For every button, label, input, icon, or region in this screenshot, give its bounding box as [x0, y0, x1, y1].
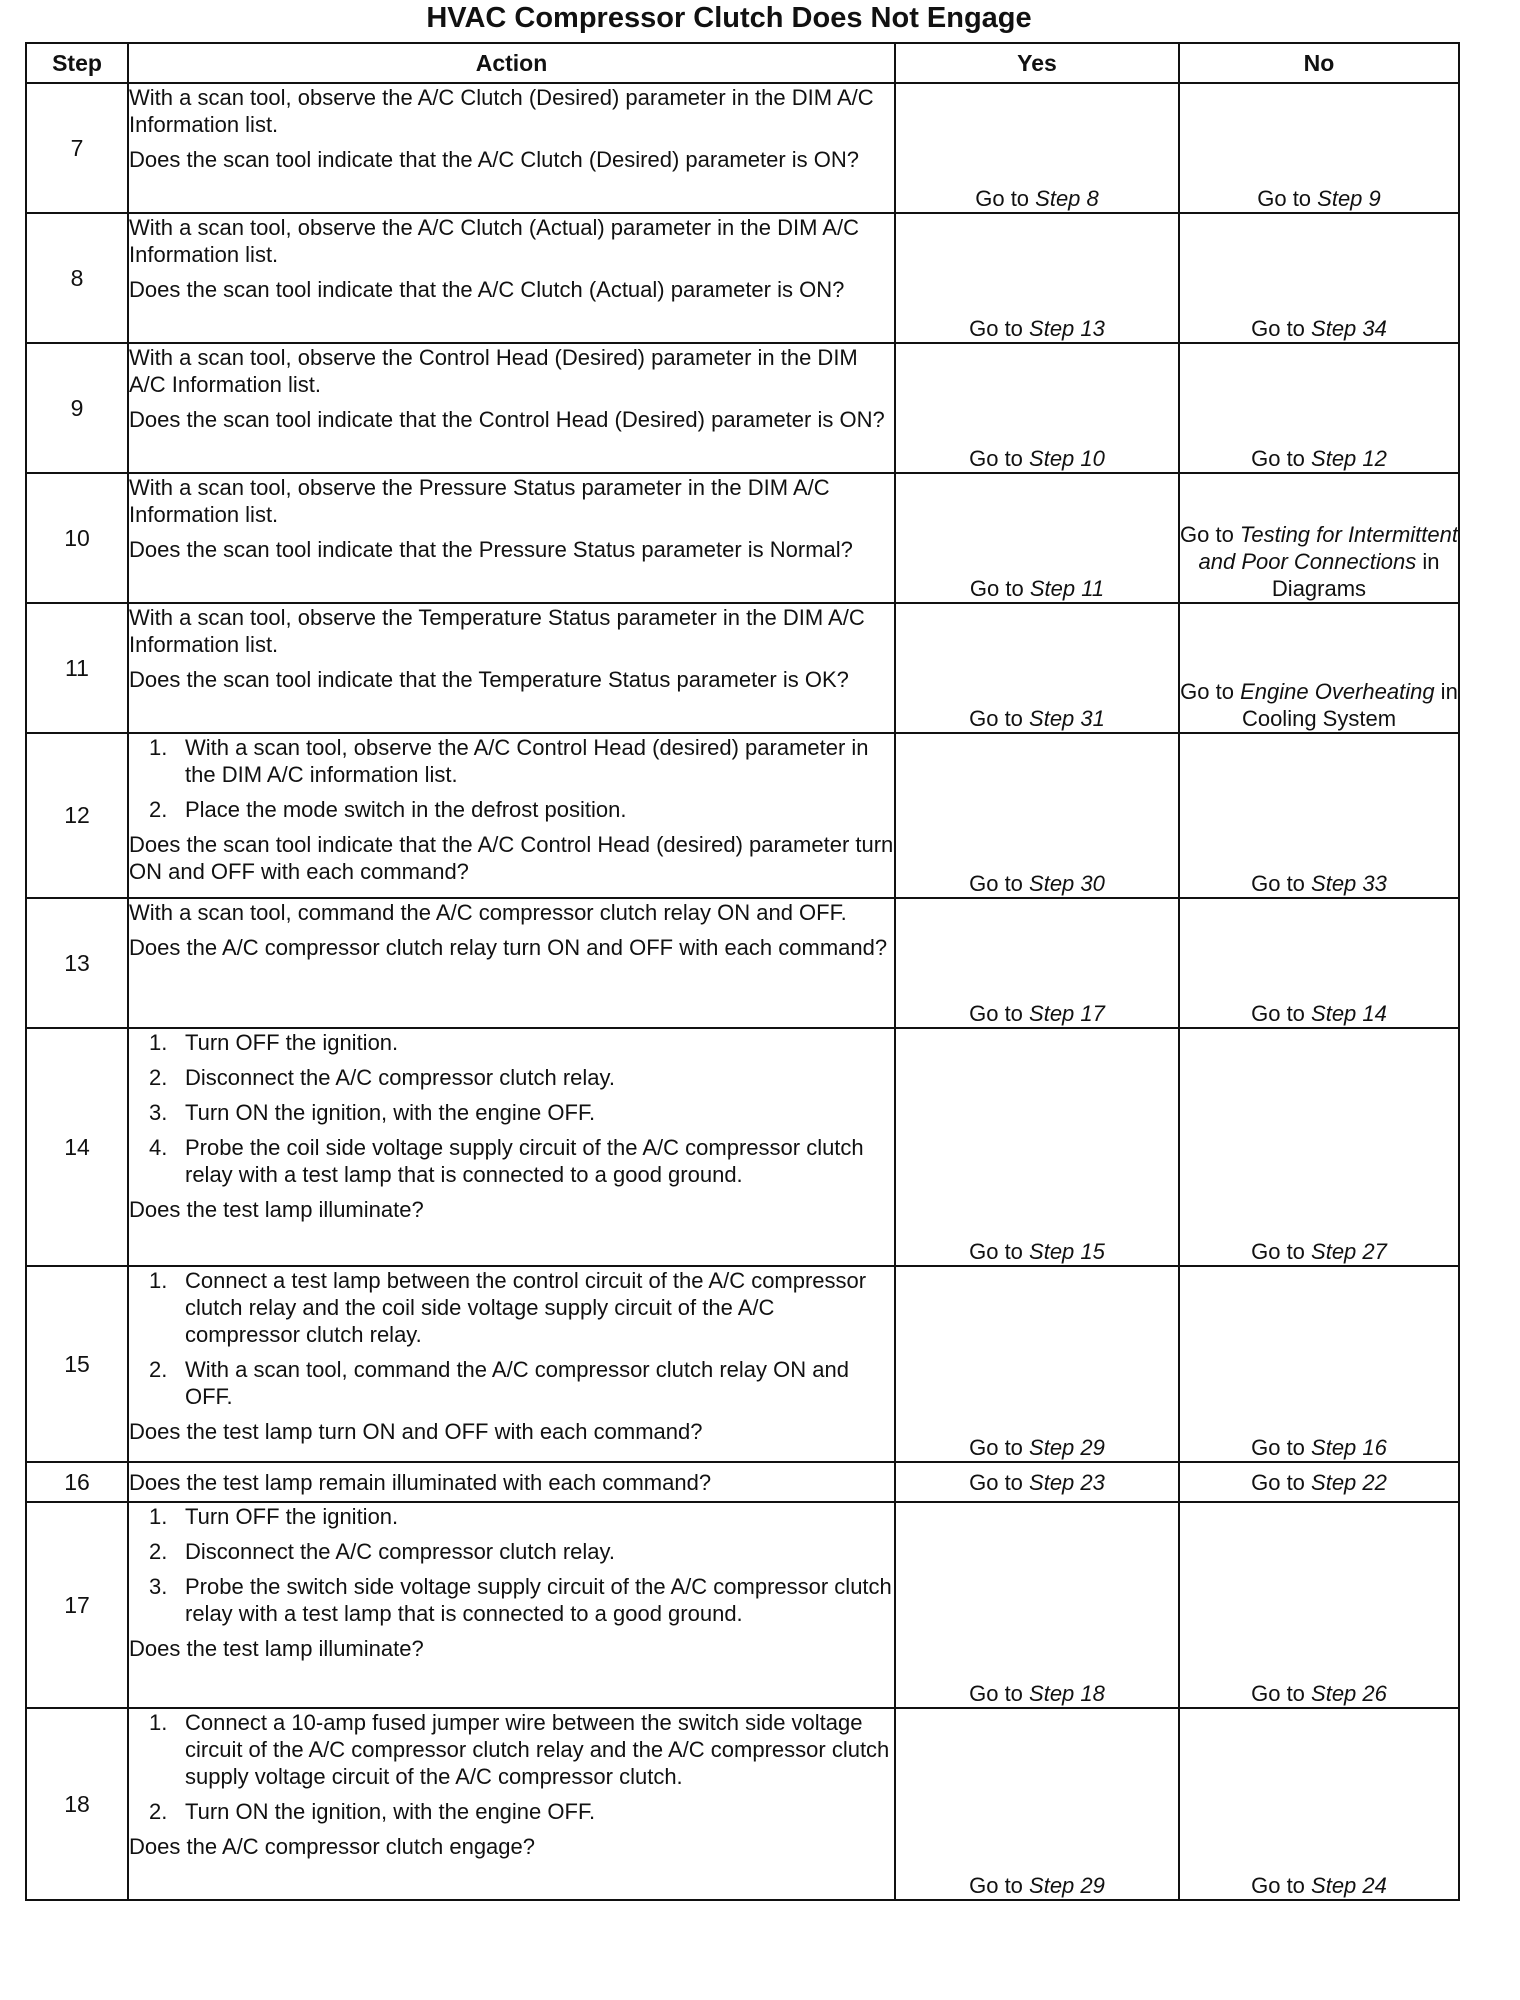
action-step-text: Probe the coil side voltage supply circuit of the A/C compressor clutch relay with a test lamp that is connected to a good ground.: [185, 1135, 864, 1187]
action-question: Does the scan tool indicate that the Pressure Status parameter is Normal?: [129, 537, 853, 562]
no-result: [1179, 83, 1459, 213]
yes-goto-prefix: Go to: [969, 1469, 1030, 1495]
action-instruction: With a scan tool, observe the Pressure Status parameter in the DIM A/C Information list.: [129, 475, 830, 527]
yes-result: [895, 1462, 1179, 1502]
header-step: Step: [26, 43, 128, 83]
no-result: [1179, 1028, 1459, 1266]
action-cell: [128, 898, 895, 1028]
action-instruction: With a scan tool, observe the A/C Clutch (Desired) parameter in the DIM A/C Information list.: [129, 85, 874, 137]
no-result: [1179, 213, 1459, 343]
no-result: [1179, 898, 1459, 1028]
action-instruction: With a scan tool, observe the A/C Clutch (Actual) parameter in the DIM A/C Information list.: [129, 215, 859, 267]
action-step-text: Place the mode switch in the defrost position.: [185, 797, 627, 822]
yes-goto-prefix: Go to: [969, 446, 1030, 471]
no-goto-link[interactable]: Step 26: [1311, 1681, 1387, 1706]
page-title: HVAC Compressor Clutch Does Not Engage: [426, 2, 1032, 34]
action-cell: [128, 1266, 895, 1462]
no-goto-prefix: Go to: [1251, 1469, 1312, 1495]
no-goto-link[interactable]: Step 22: [1311, 1469, 1387, 1495]
action-instruction: With a scan tool, command the A/C compressor clutch relay ON and OFF.: [129, 900, 847, 925]
diagnostic-table: [25, 42, 1460, 1901]
action-cell: [128, 1708, 895, 1900]
table-row: [26, 603, 1459, 733]
action-step-text: Probe the switch side voltage supply circuit of the A/C compressor clutch relay with a test lamp that is connected to a good ground.: [185, 1574, 892, 1626]
step-number: 10: [26, 473, 128, 603]
action-step-item: [129, 1798, 894, 1825]
action-question: Does the scan tool indicate that the A/C Control Head (desired) parameter turn ON and OFF with each command?: [129, 832, 894, 884]
action-step-number: 2.: [149, 1357, 168, 1382]
action-step-number: 2.: [149, 797, 168, 822]
step-number: 11: [26, 603, 128, 733]
yes-goto-link[interactable]: Step 18: [1029, 1681, 1105, 1706]
action-question: Does the scan tool indicate that the A/C Clutch (Actual) parameter is ON?: [129, 277, 845, 302]
action-step-number: 2.: [149, 1799, 168, 1824]
action-step-text: Connect a 10-amp fused jumper wire between the switch side voltage circuit of the A/C compressor clutch relay and the A/C compressor clutch supply voltage circuit of the A/C compressor clutch.: [185, 1710, 890, 1789]
no-result: [1179, 473, 1459, 603]
table-row: [26, 733, 1459, 898]
yes-goto-link[interactable]: Step 17: [1029, 1001, 1105, 1026]
yes-result: [895, 83, 1179, 213]
yes-result: [895, 733, 1179, 898]
yes-goto-prefix: Go to: [969, 576, 1030, 601]
no-result: [1179, 1502, 1459, 1708]
no-goto-link[interactable]: Step 33: [1311, 871, 1387, 896]
header-yes: Yes: [895, 43, 1179, 83]
step-number: 15: [26, 1266, 128, 1462]
yes-result: [895, 213, 1179, 343]
action-step-number: 3.: [149, 1100, 168, 1125]
action-step-item: [129, 1267, 894, 1348]
action-step-item: [129, 1503, 894, 1530]
yes-goto-link[interactable]: Step 13: [1029, 316, 1105, 341]
action-step-item: [129, 1356, 894, 1410]
action-step-item: [129, 1064, 894, 1091]
no-goto-prefix: Go to: [1251, 1239, 1312, 1264]
header-row: [26, 43, 1459, 83]
yes-result: [895, 898, 1179, 1028]
yes-goto-link[interactable]: Step 29: [1029, 1873, 1105, 1898]
action-step-text: Turn ON the ignition, with the engine OFF.: [185, 1799, 596, 1824]
action-steps-list: [129, 1029, 894, 1188]
action-instruction: With a scan tool, observe the Temperature Status parameter in the DIM A/C Information list.: [129, 605, 865, 657]
no-goto-suffix: in: [1434, 679, 1458, 704]
no-goto-prefix: Go to: [1251, 1681, 1312, 1706]
step-number: 9: [26, 343, 128, 473]
action-cell: [128, 733, 895, 898]
action-step-text: With a scan tool, command the A/C compressor clutch relay ON and OFF.: [185, 1357, 849, 1409]
yes-goto-link[interactable]: Step 23: [1029, 1469, 1105, 1495]
action-steps-list: [129, 1709, 894, 1825]
table-row: [26, 1708, 1459, 1900]
yes-result: [895, 1708, 1179, 1900]
action-question: Does the scan tool indicate that the Temperature Status parameter is OK?: [129, 667, 849, 692]
yes-goto-link[interactable]: Step 10: [1029, 446, 1105, 471]
action-step-text: Connect a test lamp between the control circuit of the A/C compressor clutch relay and the coil side voltage supply circuit of the A/C compressor clutch relay.: [185, 1268, 867, 1347]
no-goto-prefix: Go to: [1251, 316, 1312, 341]
step-number: 13: [26, 898, 128, 1028]
action-question: Does the scan tool indicate that the Control Head (Desired) parameter is ON?: [129, 407, 885, 432]
action-question: Does the A/C compressor clutch engage?: [129, 1834, 536, 1859]
action-step-number: 1.: [149, 1710, 168, 1735]
table-row: [26, 898, 1459, 1028]
no-goto-prefix: Go to: [1180, 522, 1240, 547]
action-step-item: [129, 1134, 894, 1188]
action-step-text: Turn OFF the ignition.: [185, 1504, 399, 1529]
action-step-number: 1.: [149, 1268, 168, 1293]
step-number: 17: [26, 1502, 128, 1708]
no-goto-prefix: Go to: [1251, 871, 1312, 896]
yes-result: [895, 343, 1179, 473]
no-goto-link[interactable]: Step 9: [1317, 186, 1381, 211]
action-cell: [128, 1462, 895, 1502]
yes-result: [895, 603, 1179, 733]
yes-goto-prefix: Go to: [969, 871, 1030, 896]
yes-goto-link[interactable]: Step 29: [1029, 1435, 1105, 1460]
action-step-item: [129, 734, 894, 788]
header-action: Action: [128, 43, 895, 83]
yes-goto-prefix: Go to: [969, 316, 1030, 341]
action-cell: [128, 1502, 895, 1708]
no-goto-prefix: Go to: [1251, 1435, 1312, 1460]
action-step-item: [129, 796, 894, 823]
table-row: [26, 1028, 1459, 1266]
action-step-number: 3.: [149, 1574, 168, 1599]
yes-goto-link[interactable]: Step 8: [1035, 186, 1099, 211]
header-no: No: [1179, 43, 1459, 83]
action-cell: [128, 1028, 895, 1266]
yes-goto-link[interactable]: Step 15: [1029, 1239, 1105, 1264]
table-row: [26, 1502, 1459, 1708]
yes-result: [895, 1266, 1179, 1462]
table-row: [26, 473, 1459, 603]
action-step-number: 2.: [149, 1065, 168, 1090]
action-cell: [128, 343, 895, 473]
action-question: Does the test lamp remain illuminated with each command?: [129, 1469, 712, 1495]
no-result: [1179, 1462, 1459, 1502]
no-goto-link[interactable]: Step 27: [1311, 1239, 1387, 1264]
action-step-item: [129, 1538, 894, 1565]
action-step-text: Disconnect the A/C compressor clutch relay.: [185, 1539, 615, 1564]
yes-goto-link[interactable]: Step 11: [1029, 576, 1105, 601]
action-question: Does the scan tool indicate that the A/C Clutch (Desired) parameter is ON?: [129, 147, 860, 172]
action-step-item: [129, 1029, 894, 1056]
no-goto-link[interactable]: Testing for Intermittent and Poor Connections: [1198, 522, 1458, 574]
action-steps-list: [129, 1267, 894, 1410]
action-step-text: Turn ON the ignition, with the engine OFF.: [185, 1100, 596, 1125]
action-question: Does the test lamp turn ON and OFF with each command?: [129, 1419, 703, 1444]
no-goto-link[interactable]: Engine Overheating: [1240, 679, 1435, 704]
table-row: [26, 343, 1459, 473]
yes-goto-prefix: Go to: [969, 1435, 1030, 1460]
action-step-item: [129, 1573, 894, 1627]
no-result: [1179, 603, 1459, 733]
action-step-number: 2.: [149, 1539, 168, 1564]
yes-goto-prefix: Go to: [969, 1239, 1030, 1264]
yes-goto-prefix: Go to: [969, 1873, 1030, 1898]
table-row: [26, 83, 1459, 213]
table-row: [26, 1462, 1459, 1502]
no-goto-prefix: Go to: [1251, 1873, 1312, 1898]
action-step-text: With a scan tool, observe the A/C Control Head (desired) parameter in the DIM A/C information list.: [185, 735, 869, 787]
action-step-item: [129, 1099, 894, 1126]
yes-goto-link[interactable]: Step 31: [1029, 706, 1105, 731]
action-step-text: Disconnect the A/C compressor clutch relay.: [185, 1065, 615, 1090]
no-goto-link[interactable]: Step 14: [1311, 1001, 1387, 1026]
action-cell: [128, 83, 895, 213]
no-result: [1179, 733, 1459, 898]
no-goto-section: Cooling System: [1241, 706, 1397, 731]
no-goto-suffix: in: [1416, 549, 1440, 574]
yes-result: [895, 1502, 1179, 1708]
step-number: 8: [26, 213, 128, 343]
action-step-number: 1.: [149, 1030, 168, 1055]
action-question: Does the test lamp illuminate?: [129, 1636, 424, 1661]
action-step-number: 4.: [149, 1135, 168, 1160]
step-number: 14: [26, 1028, 128, 1266]
yes-goto-prefix: Go to: [969, 1681, 1030, 1706]
no-result: [1179, 1266, 1459, 1462]
action-steps-list: [129, 1503, 894, 1627]
yes-goto-prefix: Go to: [975, 186, 1036, 211]
action-instruction: With a scan tool, observe the Control Head (Desired) parameter in the DIM A/C Information list.: [129, 345, 858, 397]
no-goto-section: Diagrams: [1271, 576, 1367, 601]
action-steps-list: [129, 734, 894, 823]
step-number: 7: [26, 83, 128, 213]
no-goto-prefix: Go to: [1180, 679, 1241, 704]
step-number: 16: [26, 1462, 128, 1502]
no-goto-prefix: Go to: [1251, 1001, 1312, 1026]
table-row: [26, 1266, 1459, 1462]
action-question: Does the test lamp illuminate?: [129, 1197, 424, 1222]
action-cell: [128, 213, 895, 343]
no-goto-link[interactable]: Step 34: [1311, 316, 1387, 341]
no-goto-link[interactable]: Step 16: [1311, 1435, 1387, 1460]
no-result: [1179, 343, 1459, 473]
action-step-number: 1.: [149, 735, 168, 760]
yes-goto-link[interactable]: Step 30: [1029, 871, 1105, 896]
step-number: 18: [26, 1708, 128, 1900]
action-step-item: [129, 1709, 894, 1790]
yes-goto-prefix: Go to: [969, 1001, 1030, 1026]
action-step-number: 1.: [149, 1504, 168, 1529]
yes-result: [895, 473, 1179, 603]
action-cell: [128, 473, 895, 603]
action-cell: [128, 603, 895, 733]
step-number: 12: [26, 733, 128, 898]
table-row: [26, 213, 1459, 343]
no-result: [1179, 1708, 1459, 1900]
no-goto-prefix: Go to: [1257, 186, 1318, 211]
action-step-text: Turn OFF the ignition.: [185, 1030, 399, 1055]
no-goto-link[interactable]: Step 24: [1311, 1873, 1387, 1898]
no-goto-prefix: Go to: [1251, 446, 1312, 471]
yes-goto-prefix: Go to: [969, 706, 1030, 731]
action-question: Does the A/C compressor clutch relay turn ON and OFF with each command?: [129, 935, 888, 960]
yes-result: [895, 1028, 1179, 1266]
no-goto-link[interactable]: Step 12: [1311, 446, 1387, 471]
